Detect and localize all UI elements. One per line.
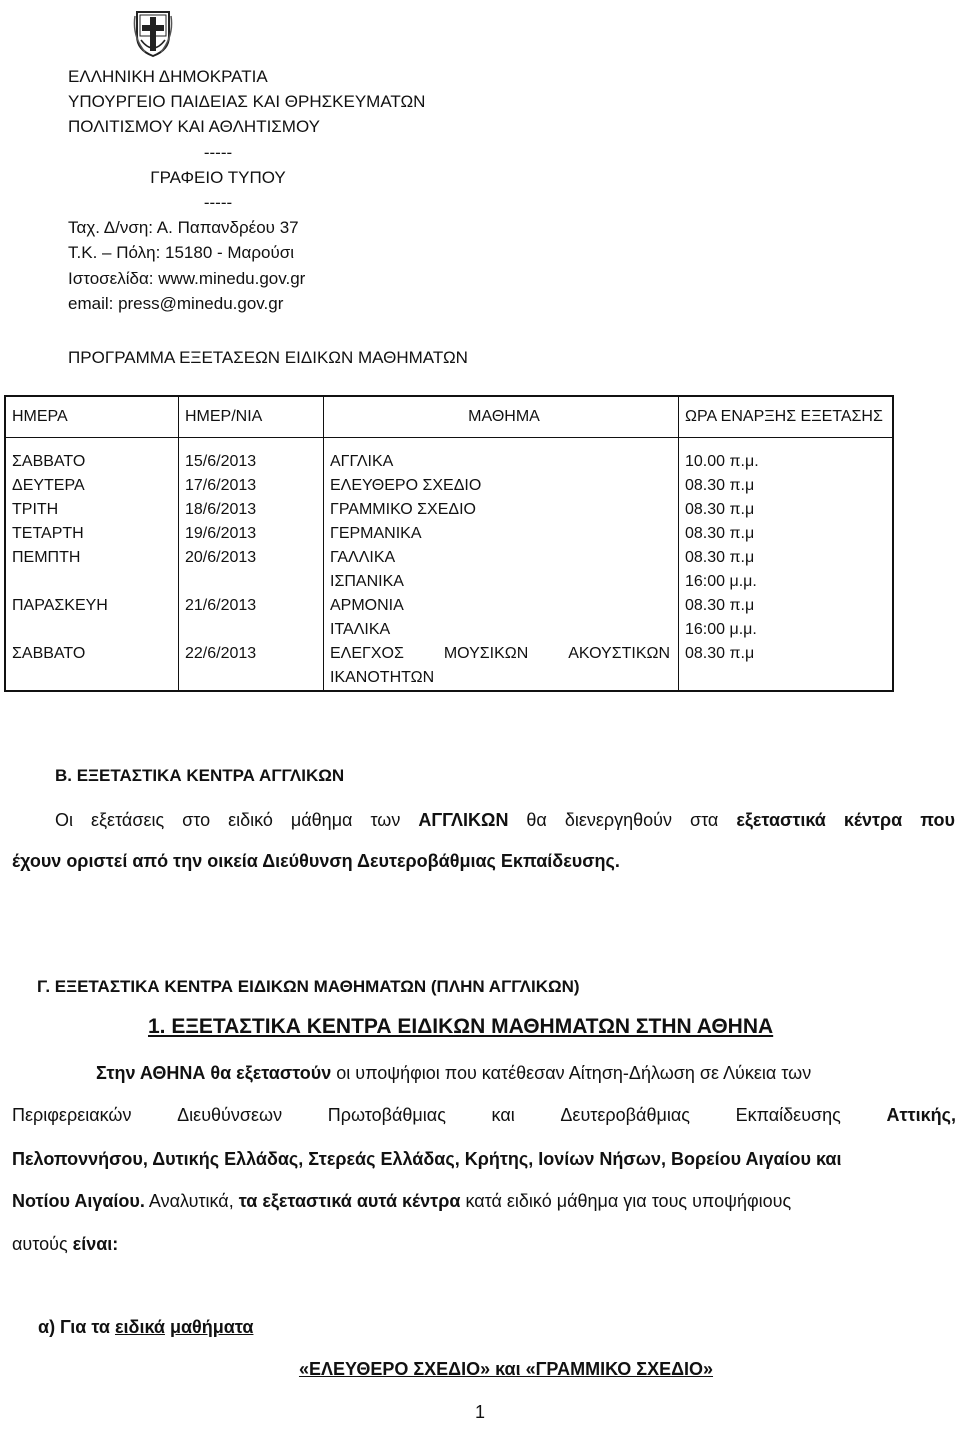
- cell-day: ΣΑΒΒΑΤΟ: [12, 645, 86, 662]
- table-row: [5, 594, 893, 642]
- header-subject: ΜΑΘΗΜΑ: [324, 396, 679, 438]
- subject-word: ΜΟΥΣΙΚΩΝ: [443, 645, 529, 662]
- time-line: 08.30 π.μ: [685, 549, 755, 566]
- cell-time: [679, 594, 894, 642]
- ministry-line-2: ΠΟΛΙΤΙΣΜΟΥ ΚΑΙ ΑΘΛΗΤΙΣΜΟΥ: [68, 117, 320, 137]
- word: θα: [526, 810, 547, 830]
- time-line: 16:00 μ.μ.: [685, 573, 757, 590]
- word: Εκπαίδευσης: [735, 1105, 841, 1125]
- table-row: [5, 522, 893, 546]
- table-row: [5, 498, 893, 522]
- text: κατά ειδικό μάθημα για τους υποψήφιους: [465, 1191, 792, 1211]
- word: Δευτεροβάθμιας: [560, 1105, 690, 1125]
- word: στο: [182, 810, 211, 830]
- cell-day: ΣΑΒΒΑΤΟ: [12, 453, 86, 470]
- header-start-time: ΩΡΑ ΕΝΑΡΞΗΣ ΕΞΕΤΑΣΗΣ: [679, 396, 894, 438]
- cell-date: 19/6/2013: [179, 522, 324, 546]
- paragraph-line-4: [12, 1191, 956, 1212]
- subsection-prefix: α) Για τα: [38, 1317, 110, 1337]
- section-b-line-1: [55, 810, 955, 831]
- cell-date: 20/6/2013: [179, 546, 324, 594]
- cell-date: 15/6/2013: [179, 450, 324, 474]
- subject-line: ΑΡΜΟΝΙΑ: [330, 597, 404, 614]
- header-day: ΗΜΕΡΑ: [12, 408, 68, 425]
- table-row: [5, 642, 893, 691]
- website: Ιστοσελίδα: www.minedu.gov.gr: [68, 268, 306, 288]
- table-row: [5, 546, 893, 594]
- underlined-text: μαθήματα: [169, 1317, 254, 1337]
- subject-word: ΕΛΕΓΧΟΣ: [330, 645, 404, 662]
- section-c-heading: Γ. ΕΞΕΤΑΣΤΙΚΑ ΚΕΝΤΡΑ ΕΙΔΙΚΩΝ ΜΑΘΗΜΑΤΩΝ (ΠΛΗΝ ΑΓΓΛΙΚΩΝ): [37, 977, 580, 996]
- cell-date: 17/6/2013: [179, 474, 324, 498]
- subsection-a-heading: [38, 1317, 253, 1338]
- word: εξετάσεις: [90, 810, 165, 830]
- word: μάθημα: [290, 810, 353, 830]
- subject-line-justified: [330, 642, 678, 666]
- word-bold: κέντρα: [843, 810, 903, 830]
- paragraph-line-2: [12, 1105, 956, 1126]
- underlined-text: ειδικά: [114, 1317, 165, 1337]
- cell-subject: ΓΡΑΜΜΙΚΟ ΣΧΕΔΙΟ: [324, 498, 679, 522]
- text: αυτούς: [12, 1234, 68, 1254]
- word-bold: που: [920, 810, 955, 830]
- ministry-line-1: ΥΠΟΥΡΓΕΙΟ ΠΑΙΔΕΙΑΣ ΚΑΙ ΘΡΗΣΚΕΥΜΑΤΩΝ: [68, 92, 426, 112]
- text: Αναλυτικά,: [148, 1191, 234, 1211]
- subject-line: ΙΣΠΑΝΙΚΑ: [330, 573, 404, 590]
- cell-subject: [324, 642, 679, 691]
- word: Διευθύνσεων: [177, 1105, 283, 1125]
- paragraph-line-5: [12, 1234, 118, 1255]
- subject-line: ΙΚΑΝΟΤΗΤΩΝ: [330, 669, 435, 686]
- cell-time: [679, 546, 894, 594]
- cell-day: ΔΕΥΤΕΡΑ: [12, 477, 85, 494]
- country-name: ΕΛΛΗΝΙΚΗ ΔΗΜΟΚΡΑΤΙΑ: [68, 67, 268, 86]
- cell-day: ΠΑΡΑΣΚΕΥΗ: [12, 597, 108, 614]
- time-line: 16:00 μ.μ.: [685, 621, 757, 638]
- section-c-subheading: 1. ΕΞΕΤΑΣΤΙΚΑ ΚΕΝΤΡΑ ΕΙΔΙΚΩΝ ΜΑΘΗΜΑΤΩΝ ΣΤΗΝ ΑΘΗΝΑ: [148, 1015, 774, 1038]
- word: Οι: [55, 810, 73, 830]
- paragraph-line-3: Πελοποννήσου, Δυτικής Ελλάδας, Στερεάς Ελλάδας, Κρήτης, Ιονίων Νήσων, Βορείου Αιγαίου και: [12, 1149, 842, 1169]
- word: των: [370, 810, 401, 830]
- cell-time: 08.30 π.μ: [679, 642, 894, 691]
- cell-time: 08.30 π.μ: [679, 474, 894, 498]
- word: Πρωτοβάθμιας: [327, 1105, 446, 1125]
- schedule-title: ΠΡΟΓΡΑΜΜΑ ΕΞΕΤΑΣΕΩΝ ΕΙΔΙΚΩΝ ΜΑΘΗΜΑΤΩΝ: [68, 348, 468, 367]
- bold-text: είναι:: [72, 1234, 119, 1254]
- cell-time: 08.30 π.μ: [679, 498, 894, 522]
- cell-subject: ΑΓΓΛΙΚΑ: [324, 450, 679, 474]
- word: ειδικό: [228, 810, 273, 830]
- greek-emblem-icon: [133, 6, 173, 58]
- word: και: [491, 1105, 515, 1125]
- cell-subject: [324, 594, 679, 642]
- word-bold: ΑΓΓΛΙΚΩΝ: [418, 810, 509, 830]
- cell-day: ΤΡΙΤΗ: [12, 501, 59, 518]
- postcode-city: Τ.Κ. – Πόλη: 15180 - Μαρούσι: [68, 243, 295, 263]
- subject-word: ΑΚΟΥΣΤΙΚΩΝ: [568, 645, 670, 662]
- cell-subject: [324, 546, 679, 594]
- bold-text: τα εξεταστικά αυτά κέντρα: [238, 1191, 461, 1211]
- header-date: ΗΜΕΡ/ΝΙΑ: [179, 396, 324, 438]
- cell-day: ΤΕΤΑΡΤΗ: [12, 525, 84, 542]
- bold-text: Νοτίου Αιγαίου.: [12, 1191, 145, 1211]
- cell-time: 08.30 π.μ: [679, 522, 894, 546]
- page-number: 1: [474, 1402, 485, 1422]
- word: στα: [689, 810, 719, 830]
- email: email: press@minedu.gov.gr: [68, 293, 284, 313]
- paragraph-line-1: [96, 1063, 958, 1084]
- table-row: [5, 450, 893, 474]
- cell-time: 10.00 π.μ.: [679, 450, 894, 474]
- office-name: ΓΡΑΦΕΙΟ ΤΥΠΟΥ: [150, 167, 286, 187]
- section-b-heading: Β. ΕΞΕΤΑΣΤΙΚΑ ΚΕΝΤΡΑ ΑΓΓΛΙΚΩΝ: [55, 766, 345, 785]
- cell-subject: ΓΕΡΜΑΝΙΚΑ: [324, 522, 679, 546]
- word: Περιφερειακών: [12, 1105, 132, 1125]
- subject-line: ΙΤΑΛΙΚΑ: [330, 621, 391, 638]
- table-spacer-row: [5, 438, 893, 451]
- word-bold: εξεταστικά: [736, 810, 826, 830]
- text: οι υποψήφιοι που κατέθεσαν Αίτηση-Δήλωση σε Λύκεια των: [336, 1063, 812, 1083]
- cell-date: 22/6/2013: [179, 642, 324, 691]
- subjects-heading: «ΕΛΕΥΘΕΡΟ ΣΧΕΔΙΟ» και «ΓΡΑΜΜΙΚΟ ΣΧΕΔΙΟ»: [298, 1359, 714, 1379]
- time-line: 08.30 π.μ: [685, 597, 755, 614]
- table-row: [5, 474, 893, 498]
- table-header-row: [5, 396, 893, 438]
- word-bold: Αττικής,: [886, 1105, 956, 1125]
- postal-address: Ταχ. Δ/νση: Α. Παπανδρέου 37: [68, 218, 299, 238]
- cell-date: 18/6/2013: [179, 498, 324, 522]
- cell-day: ΠΕΜΠΤΗ: [12, 549, 81, 566]
- section-b-line-2: έχουν οριστεί από την οικεία Διεύθυνση Δευτεροβάθμιας Εκπαίδευσης.: [12, 851, 620, 871]
- separator: -----: [203, 142, 233, 162]
- separator: -----: [203, 193, 233, 213]
- word: διενεργηθούν: [564, 810, 672, 830]
- cell-date: 21/6/2013: [179, 594, 324, 642]
- subject-line: ΓΑΛΛΙΚΑ: [330, 549, 396, 566]
- exam-schedule-table: [4, 395, 894, 692]
- bold-text: Στην ΑΘΗΝΑ θα εξεταστούν: [96, 1063, 332, 1083]
- letterhead: [68, 64, 425, 316]
- cell-subject: ΕΛΕΥΘΕΡΟ ΣΧΕΔΙΟ: [324, 474, 679, 498]
